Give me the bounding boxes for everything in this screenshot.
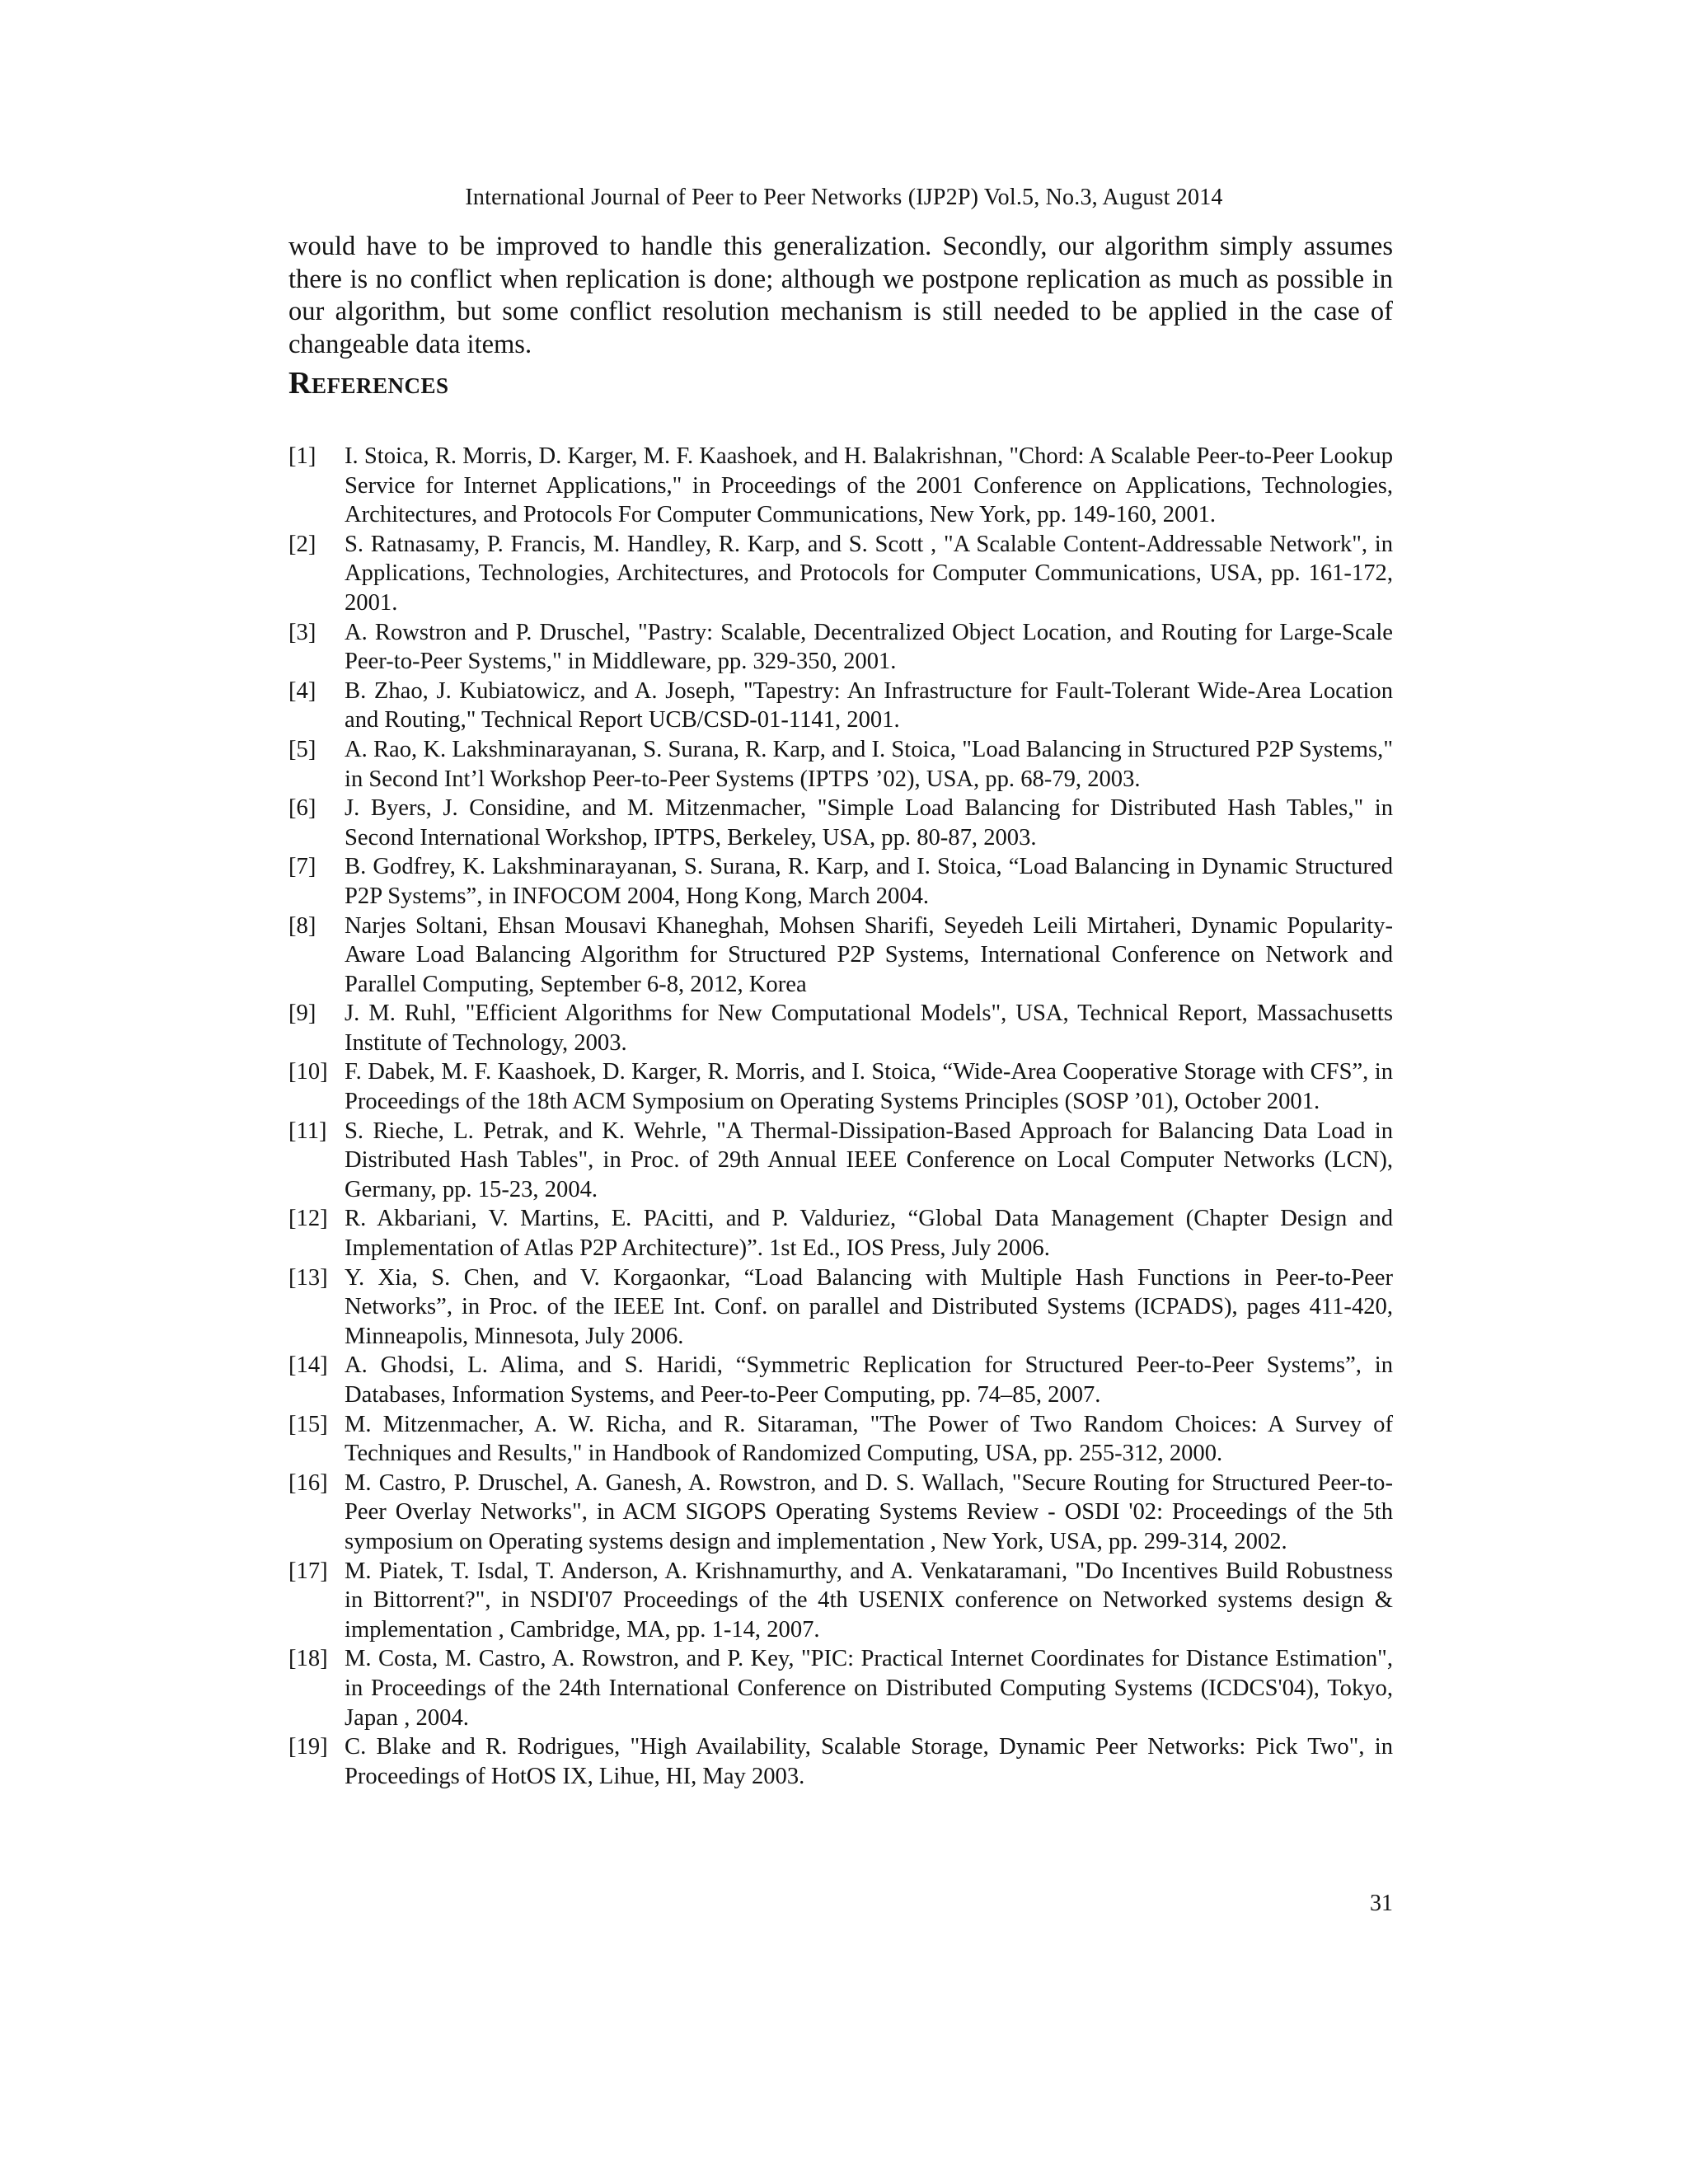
reference-number: [11] xyxy=(288,1118,327,1144)
reference-number: [17] xyxy=(288,1558,328,1584)
reference-number: [12] xyxy=(288,1206,328,1232)
reference-number: [15] xyxy=(288,1411,328,1437)
reference-text: M. Costa, M. Castro, A. Rowstron, and P. Key, "PIC: Practical Internet Coordinates for Distance Estimation", in Proceedings of the 24th International Conference on Distributed Computing Systems (ICDCS'04), Tokyo, Japan , 2004. xyxy=(345,1646,1393,1731)
reference-item xyxy=(288,1351,1393,1409)
reference-number: [2] xyxy=(288,531,316,557)
reference-item xyxy=(288,442,1393,530)
reference-item xyxy=(288,530,1393,618)
reference-number: [3] xyxy=(288,619,316,645)
reference-item xyxy=(288,618,1393,677)
reference-text: J. Byers, J. Considine, and M. Mitzenmacher, "Simple Load Balancing for Distributed Hash Tables," in Second International Workshop, IPTPS, Berkeley, USA, pp. 80-87, 2003. xyxy=(345,795,1393,851)
reference-number: [8] xyxy=(288,912,316,939)
reference-text: R. Akbariani, V. Martins, E. PAcitti, and P. Valduriez, “Global Data Management (Chapter Design and Implementation of Atlas P2P Architecture)”. 1st Ed., IOS Press, July 2006. xyxy=(345,1206,1393,1262)
references-heading: References xyxy=(288,366,449,401)
reference-number: [9] xyxy=(288,1001,316,1027)
reference-item xyxy=(288,1263,1393,1352)
reference-item xyxy=(288,912,1393,1000)
reference-text: J. M. Ruhl, "Efficient Algorithms for New Computational Models", USA, Technical Report, Massachusetts Institute of Technology, 2003. xyxy=(345,1001,1393,1056)
reference-text: S. Rieche, L. Petrak, and K. Wehrle, "A Thermal-Dissipation-Based Approach for Balancing Data Load in Distributed Hash Tables", in Proc. of 29th Annual IEEE Conference on Local Computer Networks (LCN), Germany, pp. 15-23, 2004. xyxy=(345,1118,1393,1202)
body-paragraph: would have to be improved to handle this generalization. Secondly, our algorithm simply assumes there is no conflict when replication is done; although we postpone replication as much as possible in our algorithm, but some conflict resolution mechanism is still needed to be applied in the case of changeable data items. xyxy=(288,232,1393,359)
reference-number: [16] xyxy=(288,1469,328,1496)
reference-item xyxy=(288,1644,1393,1732)
reference-item xyxy=(288,1732,1393,1791)
reference-list xyxy=(288,442,1393,1791)
reference-text: M. Mitzenmacher, A. W. Richa, and R. Sitaraman, "The Power of Two Random Choices: A Survey of Techniques and Results," in Handbook of Randomized Computing, USA, pp. 255-312, 2000. xyxy=(345,1411,1393,1467)
reference-text: S. Ratnasamy, P. Francis, M. Handley, R. Karp, and S. Scott , "A Scalable Content-Addressable Network", in Applications, Technologies, Architectures, and Protocols for Computer Communications, USA, pp. 161-172, 2001. xyxy=(345,531,1393,616)
reference-item xyxy=(288,735,1393,794)
reference-item xyxy=(288,1057,1393,1116)
reference-item xyxy=(288,1410,1393,1469)
reference-text: A. Rowstron and P. Druschel, "Pastry: Scalable, Decentralized Object Location, and Routing for Large-Scale Peer-to-Peer Systems," in Middleware, pp. 329-350, 2001. xyxy=(345,619,1393,675)
reference-number: [10] xyxy=(288,1059,328,1085)
reference-number: [18] xyxy=(288,1646,328,1672)
reference-text: B. Zhao, J. Kubiatowicz, and A. Joseph, "Tapestry: An Infrastructure for Fault-Tolerant Wide-Area Location and Routing," Technical Report UCB/CSD-01-1141, 2001. xyxy=(345,677,1393,733)
reference-text: A. Ghodsi, L. Alima, and S. Haridi, “Symmetric Replication for Structured Peer-to-Peer Systems”, in Databases, Information Systems, and Peer-to-Peer Computing, pp. 74–85, 2007. xyxy=(345,1352,1393,1408)
reference-text: Narjes Soltani, Ehsan Mousavi Khaneghah, Mohsen Sharifi, Seyedeh Leili Mirtaheri, Dynamic Popularity-Aware Load Balancing Algorithm for Structured P2P Systems, International Conference on Network and Parallel Computing, September 6-8, 2012, Korea xyxy=(345,912,1393,997)
reference-text: C. Blake and R. Rodrigues, "High Availability, Scalable Storage, Dynamic Peer Networks: Pick Two", in Proceedings of HotOS IX, Lihue, HI, May 2003. xyxy=(345,1734,1393,1789)
reference-item xyxy=(288,1117,1393,1205)
reference-text: I. Stoica, R. Morris, D. Karger, M. F. Kaashoek, and H. Balakrishnan, "Chord: A Scalable Peer-to-Peer Lookup Service for Internet Applications," in Proceedings of the 2001 Conference on Applications, Technologies, Architectures, and Protocols For Computer Communications, New York, pp. 149-160, 2001. xyxy=(345,443,1393,528)
page-number: 31 xyxy=(1370,1891,1393,1916)
reference-item xyxy=(288,677,1393,735)
reference-item xyxy=(288,794,1393,852)
reference-text: A. Rao, K. Lakshminarayanan, S. Surana, R. Karp, and I. Stoica, "Load Balancing in Structured P2P Systems," in Second Int’l Workshop Peer-to-Peer Systems (IPTPS ’02), USA, pp. 68-79, 2003. xyxy=(345,736,1393,792)
reference-number: [19] xyxy=(288,1734,328,1760)
reference-text: M. Castro, P. Druschel, A. Ganesh, A. Rowstron, and D. S. Wallach, "Secure Routing for Structured Peer-to-Peer Overlay Networks", in ACM SIGOPS Operating Systems Review - OSDI '02: Proceedings of the 5th symposium on Operating systems design and implementation , New York, USA, pp. 299-314, 2002. xyxy=(345,1469,1393,1554)
reference-item xyxy=(288,1469,1393,1557)
reference-item xyxy=(288,852,1393,911)
reference-text: B. Godfrey, K. Lakshminarayanan, S. Surana, R. Karp, and I. Stoica, “Load Balancing in Dynamic Structured P2P Systems”, in INFOCOM 2004, Hong Kong, March 2004. xyxy=(345,854,1393,909)
reference-number: [14] xyxy=(288,1352,328,1379)
reference-number: [6] xyxy=(288,795,316,822)
reference-item xyxy=(288,1557,1393,1645)
reference-item xyxy=(288,999,1393,1057)
reference-text: Y. Xia, S. Chen, and V. Korgaonkar, “Load Balancing with Multiple Hash Functions in Peer-to-Peer Networks”, in Proc. of the IEEE Int. Conf. on parallel and Distributed Systems (ICPADS), pages 411-420, Minneapolis, Minnesota, July 2006. xyxy=(345,1264,1393,1349)
reference-number: [13] xyxy=(288,1264,328,1291)
reference-item xyxy=(288,1204,1393,1263)
reference-number: [7] xyxy=(288,854,316,880)
running-header: International Journal of Peer to Peer Networks (IJP2P) Vol.5, No.3, August 2014 xyxy=(465,185,1223,210)
reference-number: [5] xyxy=(288,736,316,762)
reference-text: F. Dabek, M. F. Kaashoek, D. Karger, R. Morris, and I. Stoica, “Wide-Area Cooperative Storage with CFS”, in Proceedings of the 18th ACM Symposium on Operating Systems Principles (SOSP ’01), October 2001. xyxy=(345,1059,1393,1115)
reference-number: [1] xyxy=(288,443,316,469)
reference-text: M. Piatek, T. Isdal, T. Anderson, A. Krishnamurthy, and A. Venkataramani, "Do Incentives Build Robustness in Bittorrent?", in NSDI'07 Proceedings of the 4th USENIX conference on Networked systems design & implementation , Cambridge, MA, pp. 1-14, 2007. xyxy=(345,1558,1393,1643)
reference-number: [4] xyxy=(288,677,316,704)
